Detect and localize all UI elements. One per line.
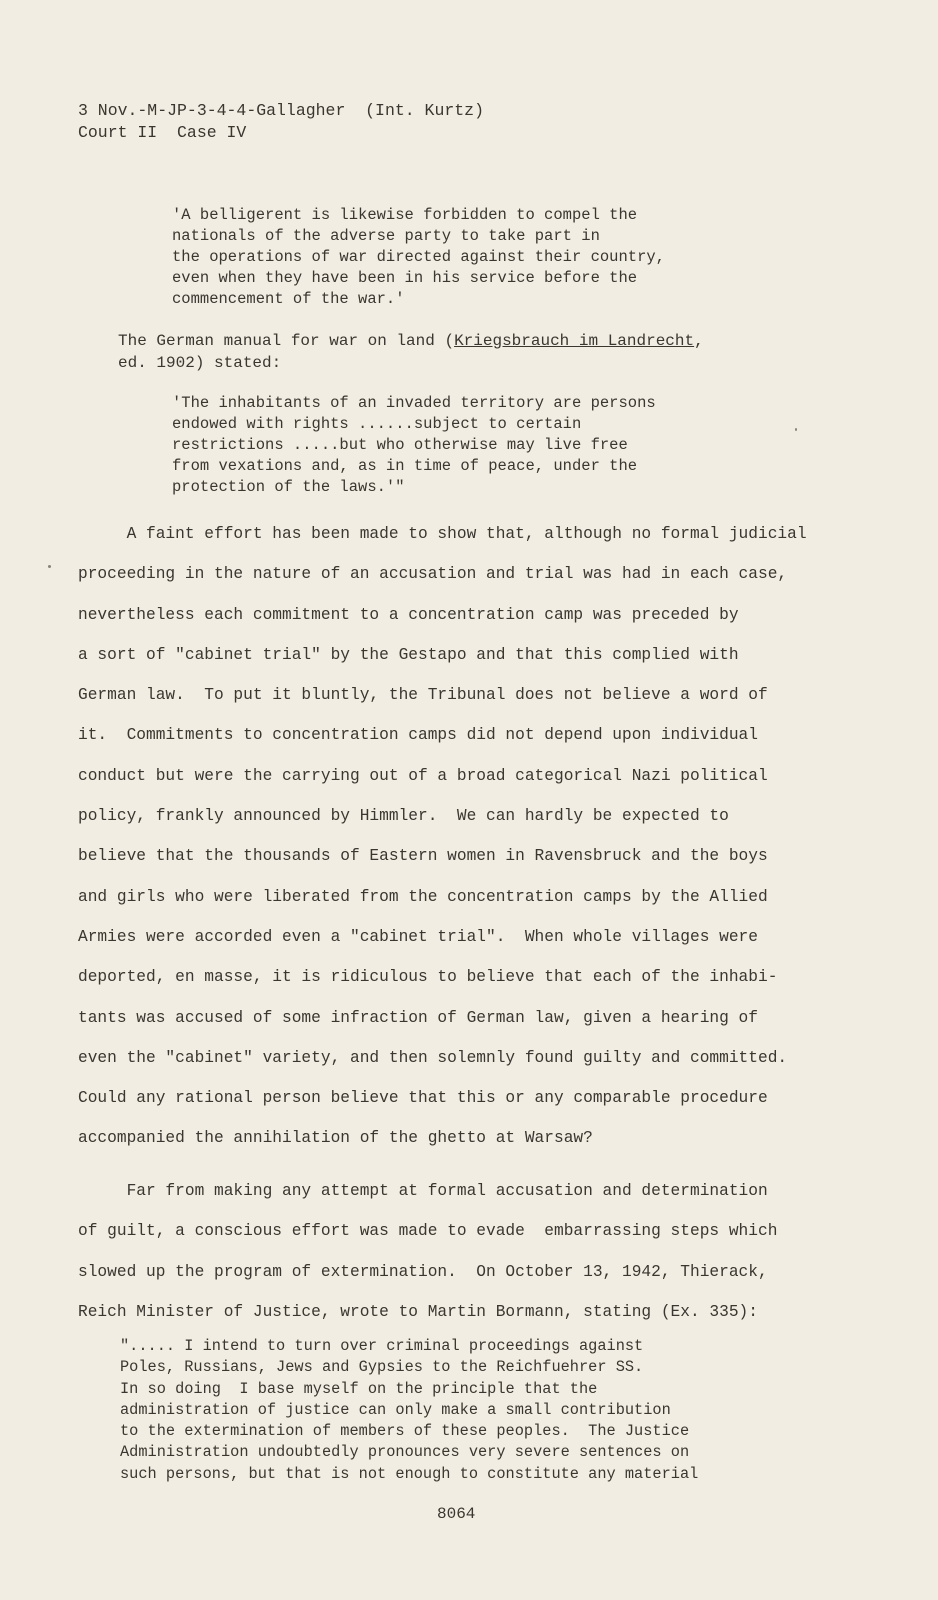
block-quote-thierack [120, 1336, 698, 1485]
paragraph-line: Could any rational person believe that this or any comparable procedure [78, 1089, 768, 1108]
quote-line: such persons, but that is not enough to constitute any material [120, 1464, 699, 1483]
paragraph-line: and girls who were liberated from the concentration camps by the Allied [78, 887, 768, 906]
header-reference: 3 Nov.-M-JP-3-4-4-Gallagher (Int. Kurtz) [78, 101, 484, 120]
paragraph-line: accompanied the annihilation of the ghetto at Warsaw? [78, 1129, 593, 1148]
paragraph-line: of guilt, a conscious effort was made to evade embarrassing steps which [78, 1222, 778, 1241]
block-quote-manual [172, 393, 656, 498]
paragraph-line: Far from making any attempt at formal accusation and determination [78, 1182, 768, 1200]
paragraph-line: policy, frankly announced by Himmler. We can hardly be expected to [78, 807, 729, 826]
quote-line: Poles, Russians, Jews and Gypsies to the Reichfuehrer SS. [120, 1358, 644, 1377]
quote-line: commencement of the war.' [172, 290, 405, 308]
paragraph-line: a sort of "cabinet trial" by the Gestapo and that this complied with [78, 645, 739, 664]
paragraph-line: Reich Minister of Justice, wrote to Martin Bormann, stating (Ex. 335): [78, 1302, 758, 1321]
paragraph-line: even the "cabinet" variety, and then solemnly found guilty and committed. [78, 1048, 788, 1067]
quote-line: restrictions .....but who otherwise may live free [172, 436, 628, 454]
quote-line: Administration undoubtedly pronounces very severe sentences on [120, 1443, 690, 1462]
quote-line: 'The inhabitants of an invaded territory are persons [172, 394, 656, 412]
quote-line: to the extermination of members of these peoples. The Justice [120, 1422, 690, 1441]
paragraph-line: deported, en masse, it is ridiculous to believe that each of the inhabi- [78, 968, 778, 987]
quote-line: 'A belligerent is likewise forbidden to compel the [172, 206, 638, 224]
quote-line: "..... I intend to turn over criminal proceedings against [120, 1337, 644, 1355]
paragraph-line: tants was accused of some infraction of German law, given a hearing of [78, 1008, 758, 1027]
paper-speck [48, 565, 51, 568]
intro-paragraph [118, 330, 704, 374]
paragraph-line: A faint effort has been made to show that, although no formal judicial [78, 525, 807, 543]
header-court: Court II Case IV [78, 123, 247, 142]
paragraph-line: slowed up the program of extermination. On October 13, 1942, Thierack, [78, 1262, 768, 1281]
paragraph-extermination [78, 1171, 777, 1332]
quote-line: endowed with rights ......subject to certain [172, 415, 582, 433]
paragraph-line: Armies were accorded even a "cabinet trial". When whole villages were [78, 927, 758, 946]
intro-prefix: The German manual for war on land ( [118, 332, 455, 350]
quote-line: from vexations and, as in time of peace, under the [172, 457, 638, 475]
paragraph-line: German law. To put it bluntly, the Tribunal does not believe a word of [78, 686, 768, 705]
block-quote-hague [172, 205, 665, 310]
page-number: 8064 [437, 1505, 476, 1523]
paragraph-line: conduct but were the carrying out of a broad categorical Nazi political [78, 766, 768, 785]
quote-line: administration of justice can only make a small contribution [120, 1400, 671, 1419]
paragraph-line: nevertheless each commitment to a concentration camp was preceded by [78, 605, 739, 624]
manual-title: Kriegsbrauch im Landrecht [454, 332, 695, 350]
quote-line: protection of the laws.'" [172, 478, 405, 496]
quote-line: even when they have been in his service before the [172, 269, 638, 287]
quote-line: nationals of the adverse party to take part in [172, 227, 600, 245]
paragraph-line: believe that the thousands of Eastern women in Ravensbruck and the boys [78, 847, 768, 866]
document-header [78, 100, 484, 144]
paragraph-line: proceeding in the nature of an accusation and trial was had in each case, [78, 565, 788, 584]
paper-speck [795, 428, 797, 431]
paragraph-cabinet-trial [78, 514, 807, 1159]
paragraph-line: it. Commitments to concentration camps did not depend upon individual [78, 726, 758, 745]
quote-line: the operations of war directed against their country, [172, 248, 665, 266]
intro-line: ed. 1902) stated: [118, 354, 282, 372]
intro-line [118, 330, 704, 352]
quote-line: In so doing I base myself on the principle that the [120, 1379, 598, 1398]
intro-suffix: , [694, 332, 704, 350]
